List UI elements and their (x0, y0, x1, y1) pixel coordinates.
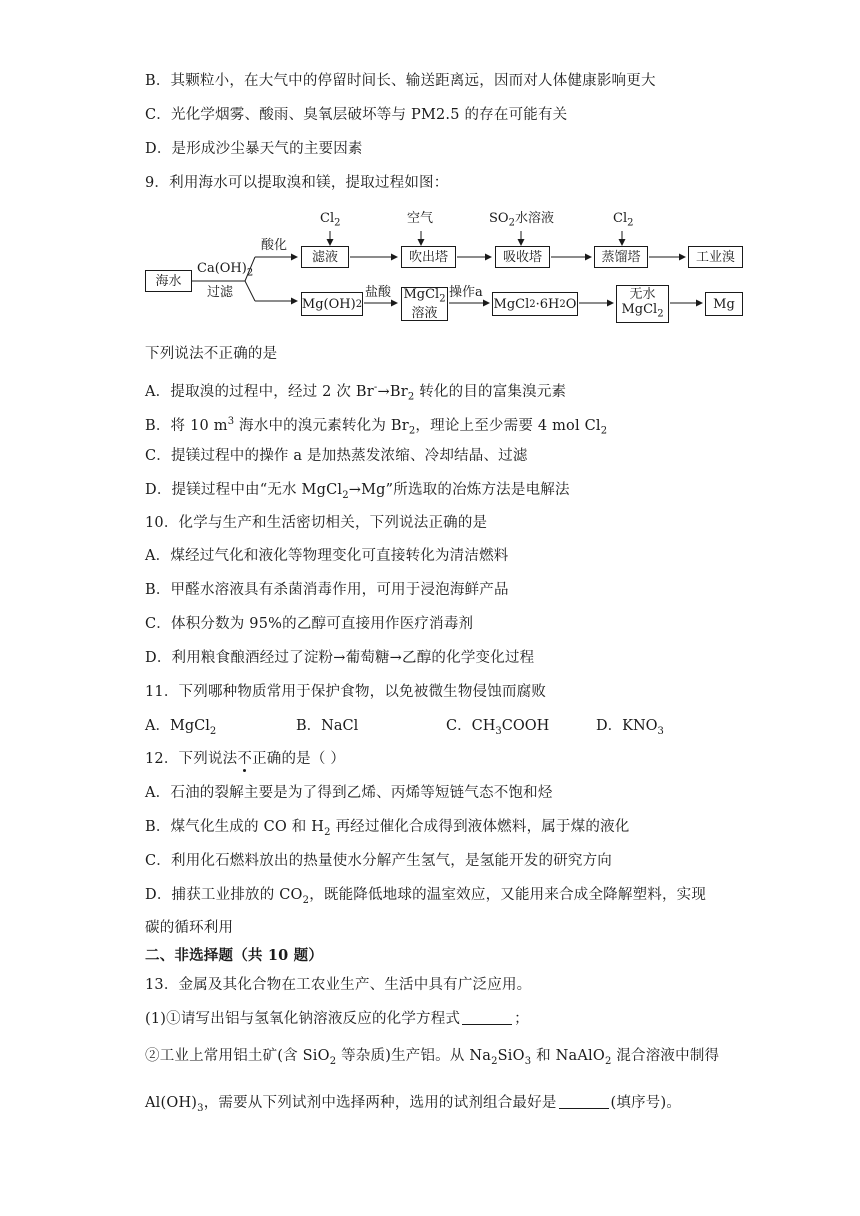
q11-option-d: D．$KNO_3$ (596, 718, 664, 737)
q8-option-c: C．光化学烟雾、酸雨、臭氧层破坏等与 PM2.5 的存在可能有关 (145, 107, 568, 123)
q12-option-d: D．捕获工业排放的 $CO_2$，既能降低地球的温室效应，又能用来合成全降解塑料，实现 (145, 887, 707, 906)
q12-option-d-cont: 碳的循环利用 (145, 920, 234, 936)
box-mg: Mg (705, 292, 743, 316)
label-filter: 过滤 (207, 285, 234, 300)
q10-option-b: B．甲醛水溶液具有杀菌消毒作用，可用于浸泡海鲜产品 (145, 582, 509, 598)
q11-title: 11．下列哪种物质常用于保护食物，以免被微生物侵蚀而腐败 (145, 684, 547, 700)
q10-option-a: A．煤经过气化和液化等物理变化可直接转化为清洁燃料 (145, 548, 509, 564)
emphasis-not: 不 (237, 751, 253, 767)
q12-option-c: C．利用化石燃料放出的热量使水分解产生氢气，是氢能开发的研究方向 (145, 853, 612, 869)
q9-option-a: A．提取溴的过程中，经过 2 次 $Br^-\to Br_2$ 转化的目的富集溴元素 (145, 382, 567, 403)
box-absorb-tower: 吸收塔 (495, 246, 550, 268)
extraction-flow-diagram (145, 205, 745, 325)
q13-part1: (1)①请写出铝与氢氧化钠溶液反应的化学方程式 ； (145, 1011, 529, 1027)
q9-option-d: D．提镁过程中由“无水 MgCl$_2$→Mg”所选取的冶炼方法是电解法 (145, 482, 570, 501)
q8-option-d: D．是形成沙尘暴天气的主要因素 (145, 141, 363, 157)
box-mgcl2-solution: MgCl$_2$ 溶液 (401, 287, 448, 321)
q12-option-b: B．煤气化生成的 CO 和 $H_2$ 再经过催化合成得到液体燃料，属于煤的液化 (145, 819, 630, 838)
label-caoh2: $Ca(OH)_2$ (197, 261, 254, 279)
q8-option-b: B．其颗粒小，在大气中的停留时间长、输送距离远，因而对人体健康影响更大 (145, 73, 656, 89)
box-industrial-bromine: 工业溴 (688, 246, 743, 268)
q11-option-a: A．MgCl$_2$ (145, 718, 217, 737)
q13-part3: $Al(OH)_3$，需要从下列试剂中选择两种，选用的试剂组合最好是 (填序号)。 (145, 1095, 682, 1114)
label-cl2-b: $Cl_2$ (613, 211, 634, 229)
q9-stem: 下列说法不正确的是 (145, 346, 278, 362)
q11-option-c: C．$CH_3COOH$ (446, 718, 550, 737)
q9-option-b: B．将 10 $m^3$ 海水中的溴元素转化为 $Br_2$，理论上至少需要 4 mol $Cl_2$ (145, 416, 608, 437)
answer-blank[interactable] (462, 1010, 512, 1025)
box-blow-tower: 吹出塔 (401, 246, 456, 268)
box-anhydrous-mgcl2: 无水 MgCl$_2$ (616, 285, 669, 323)
q10-option-d: D．利用粮食酿酒经过了淀粉→葡萄糖→乙醇的化学变化过程 (145, 650, 535, 666)
q12-option-a: A．石油的裂解主要是为了得到乙烯、丙烯等短链气态不饱和烃 (145, 785, 553, 801)
box-mgcl2-hydrate: MgCl 2 ·6H 2 O (492, 292, 578, 316)
q9-title: 9．利用海水可以提取溴和镁，提取过程如图： (145, 175, 449, 191)
q13-title: 13．金属及其化合物在工农业生产、生活中具有广泛应用。 (145, 977, 532, 993)
box-filtrate: 滤液 (301, 246, 349, 268)
label-operation-a: 操作a (449, 285, 483, 300)
box-seawater: 海水 (145, 270, 192, 292)
q10-title: 10．化学与生产和生活密切相关，下列说法正确的是 (145, 515, 488, 531)
q11-option-b: B．NaCl (296, 718, 359, 734)
box-mgoh2: Mg(OH) 2 (301, 292, 363, 316)
q9-option-c: C．提镁过程中的操作 a 是加热蒸发浓缩、冷却结晶、过滤 (145, 448, 528, 464)
q10-option-c: C．体积分数为 95%的乙醇可直接用作医疗消毒剂 (145, 616, 474, 632)
label-cl2-a: $Cl_2$ (320, 211, 341, 229)
label-so2-solution: $SO_2$水溶液 (489, 211, 554, 229)
label-acidify: 酸化 (261, 238, 288, 253)
q12-title: 12．下列说法不正确的是（ ） (145, 751, 346, 767)
answer-blank[interactable] (559, 1094, 609, 1109)
q13-part2: ②工业上常用铝土矿(含 SiO$_2$ 等杂质)生产铝。从 $Na_2SiO_3$ 和 NaAlO$_2$ 混合溶液中制得 (145, 1048, 720, 1067)
label-air: 空气 (407, 211, 434, 226)
label-hcl: 盐酸 (365, 285, 392, 300)
box-distill-tower: 蒸馏塔 (594, 246, 648, 268)
section-title: 二、非选择题（共 10 题） (145, 947, 324, 964)
